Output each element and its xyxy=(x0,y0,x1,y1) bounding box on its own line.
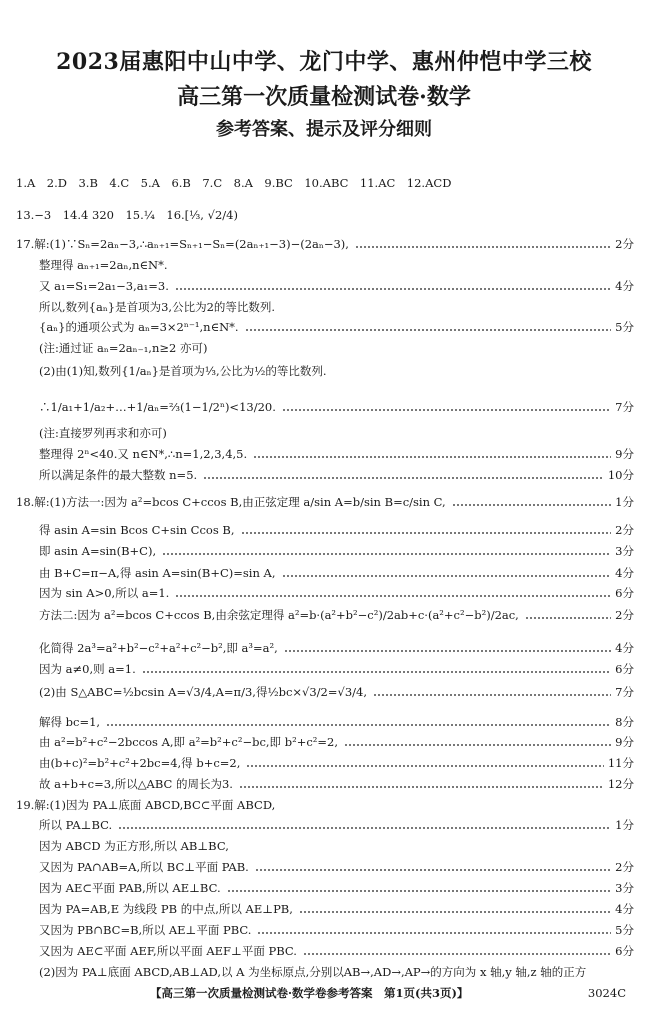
answer-line-text: 又因为 PA∩AB=A,所以 BC⊥平面 PAB. xyxy=(16,860,249,874)
answer-line xyxy=(0,795,648,815)
page-footer xyxy=(0,983,648,1003)
answer-line xyxy=(0,234,648,254)
dot-leader xyxy=(245,317,611,337)
score-label: 7分 xyxy=(615,400,634,414)
answer-line xyxy=(0,423,648,443)
answer-line-text: 18.解:(1)方法一:因为 a²=bcos C+ccos B,由正弦定理 a/sin A=b/sin B=c/sin C, xyxy=(16,495,446,509)
answer-line-text: 由 a²=b²+c²−2bccos A,即 a²=b²+c²−bc,即 b²+c²=2, xyxy=(16,735,338,749)
answer-line xyxy=(0,205,648,225)
score-label: 11分 xyxy=(607,756,634,770)
answer-line xyxy=(0,583,648,603)
dot-leader xyxy=(175,276,611,296)
footer-page-info: 【高三第一次质量检测试卷·数学卷参考答案 第1页(共3页)】 xyxy=(150,986,469,1000)
answer-line-text: 因为 a≠0,则 a=1. xyxy=(16,662,136,676)
answer-line-text: 因为 sin A>0,所以 a=1. xyxy=(16,586,170,600)
answer-line xyxy=(0,899,648,919)
answer-line xyxy=(0,173,648,193)
answer-line xyxy=(0,297,648,317)
answer-line xyxy=(0,712,648,732)
score-label: 4分 xyxy=(615,566,634,580)
score-label: 2分 xyxy=(615,860,634,874)
answer-line xyxy=(0,465,648,485)
answer-line-text: (2)由(1)知,数列{1/aₙ}是首项为⅓,公比为½的等比数列. xyxy=(16,364,327,378)
answer-line xyxy=(0,815,648,835)
answer-line-text: 所以 PA⊥BC. xyxy=(16,818,113,832)
dot-leader xyxy=(373,682,611,702)
score-label: 3分 xyxy=(615,881,634,895)
dot-leader xyxy=(239,774,604,794)
score-label: 6分 xyxy=(615,662,634,676)
header-title-exam: 高三第一次质量检测试卷·数学 xyxy=(177,84,471,110)
score-label: 4分 xyxy=(615,902,634,916)
score-label: 6分 xyxy=(615,944,634,958)
dot-leader xyxy=(106,712,611,732)
answer-line xyxy=(0,563,648,583)
answer-line xyxy=(0,638,648,658)
answer-line xyxy=(0,857,648,877)
dot-leader xyxy=(344,732,611,752)
footer-code: 3024C xyxy=(587,986,626,1000)
answer-line-text: 1.A 2.D 3.B 4.C 5.A 6.B 7.C 8.A 9.BC 10.ABC 11.AC 12.ACD xyxy=(16,176,452,190)
answer-line xyxy=(0,444,648,464)
answer-line xyxy=(0,836,648,856)
header-title-answers: 参考答案、提示及评分细则 xyxy=(216,119,432,140)
answer-line xyxy=(0,520,648,540)
answer-line-text: 故 a+b+c=3,所以△ABC 的周长为3. xyxy=(16,777,233,791)
dot-leader xyxy=(284,638,611,658)
score-label: 10分 xyxy=(607,468,634,482)
answer-line-text: 17.解:(1)∵Sₙ=2aₙ−3,∴aₙ₊₁=Sₙ₊₁−Sₙ=(2aₙ₊₁−3)−(2aₙ−3), xyxy=(16,237,349,251)
answer-line-text: 整理得 aₙ₊₁=2aₙ,n∈N*. xyxy=(16,258,168,272)
answer-line-text: 又因为 AE⊂平面 AEF,所以平面 AEF⊥平面 PBC. xyxy=(16,944,297,958)
score-label: 1分 xyxy=(615,495,634,509)
answer-line xyxy=(0,541,648,561)
answer-line xyxy=(0,941,648,961)
answer-line xyxy=(0,682,648,702)
answer-line-text: 由 B+C=π−A,得 asin A=sin(B+C)=sin A, xyxy=(16,566,276,580)
answer-line xyxy=(0,276,648,296)
answer-line xyxy=(0,361,648,381)
score-label: 2分 xyxy=(615,237,634,251)
answer-line xyxy=(0,397,648,417)
dot-leader xyxy=(142,659,611,679)
answer-line-text: (注:通过证 aₙ=2aₙ₋₁,n≥2 亦可) xyxy=(16,341,208,355)
answer-line xyxy=(0,878,648,898)
score-label: 12分 xyxy=(607,777,634,791)
answer-line-text: ∴1/a₁+1/a₂+…+1/aₙ=⅔(1−1/2ⁿ)<13/20. xyxy=(16,400,276,414)
answer-line-text: 因为 AE⊂平面 PAB,所以 AE⊥BC. xyxy=(16,881,221,895)
answer-line-text: 因为 ABCD 为正方形,所以 AB⊥BC, xyxy=(16,839,229,853)
dot-leader xyxy=(452,492,611,512)
score-label: 5分 xyxy=(615,923,634,937)
dot-leader xyxy=(299,899,611,919)
dot-leader xyxy=(241,520,611,540)
answer-line xyxy=(0,255,648,275)
dot-leader xyxy=(257,920,611,940)
dot-leader xyxy=(525,605,611,625)
score-label: 7分 xyxy=(615,685,634,699)
answer-line-text: (2)因为 PA⊥底面 ABCD,AB⊥AD,以 A 为坐标原点,分别以AB→,AD→,AP→的方向为 x 轴,y 轴,z 轴的正方 xyxy=(16,965,587,979)
dot-leader xyxy=(355,234,611,254)
dot-leader xyxy=(203,465,604,485)
answer-line-text: 由(b+c)²=b²+c²+2bc=4,得 b+c=2, xyxy=(16,756,241,770)
answer-line-text: 13.−3 14.4 320 15.¼ 16.[⅓, √2/4) xyxy=(16,208,238,222)
answer-line-text: (2)由 S△ABC=½bcsin A=√3/4,A=π/3,得½bc×√3/2=√3/4, xyxy=(16,685,367,699)
answer-line-text: 因为 PA=AB,E 为线段 PB 的中点,所以 AE⊥PB, xyxy=(16,902,293,916)
answer-line-text: 方法二:因为 a²=bcos C+ccos B,由余弦定理得 a²=b·(a²+b²−c²)/2ab+c·(a²+c²−b²)/2ac, xyxy=(16,608,519,622)
answer-line-text: 化简得 2a³=a²+b²−c²+a²+c²−b²,即 a³=a², xyxy=(16,641,278,655)
dot-leader xyxy=(282,563,611,583)
dot-leader xyxy=(162,541,611,561)
answer-line xyxy=(0,774,648,794)
answer-line-text: 又 a₁=S₁=2a₁−3,a₁=3. xyxy=(16,279,169,293)
score-label: 6分 xyxy=(615,586,634,600)
score-label: 4分 xyxy=(615,279,634,293)
answer-line xyxy=(0,659,648,679)
header-title-schools: 2023届惠阳中山中学、龙门中学、惠州仲恺中学三校 xyxy=(56,49,592,75)
dot-leader xyxy=(118,815,611,835)
answer-line-text: 所以,数列{aₙ}是首项为3,公比为2的等比数列. xyxy=(16,300,276,314)
score-label: 8分 xyxy=(615,715,634,729)
answer-line xyxy=(0,753,648,773)
dot-leader xyxy=(175,583,611,603)
answer-line-text: 整理得 2ⁿ<40.又 n∈N*,∴n=1,2,3,4,5. xyxy=(16,447,248,461)
score-label: 9分 xyxy=(615,735,634,749)
dot-leader xyxy=(282,397,611,417)
score-label: 2分 xyxy=(615,608,634,622)
answer-line-text: 19.解:(1)因为 PA⊥底面 ABCD,BC⊂平面 ABCD, xyxy=(16,798,276,812)
dot-leader xyxy=(253,444,611,464)
answer-line-text: 所以满足条件的最大整数 n=5. xyxy=(16,468,198,482)
answer-line xyxy=(0,920,648,940)
answer-line-text: (注:直接罗列再求和亦可) xyxy=(16,426,167,440)
score-label: 2分 xyxy=(615,523,634,537)
score-label: 5分 xyxy=(615,320,634,334)
score-label: 3分 xyxy=(615,544,634,558)
answer-line xyxy=(0,605,648,625)
answer-line xyxy=(0,338,648,358)
answer-line-text: 得 asin A=sin Bcos C+sin Ccos B, xyxy=(16,523,235,537)
dot-leader xyxy=(227,878,611,898)
answer-line-text: {aₙ}的通项公式为 aₙ=3×2ⁿ⁻¹,n∈N*. xyxy=(16,320,239,334)
dot-leader xyxy=(246,753,604,773)
score-label: 4分 xyxy=(615,641,634,655)
dot-leader xyxy=(255,857,611,877)
answer-line-text: 又因为 PB∩BC=B,所以 AE⊥平面 PBC. xyxy=(16,923,252,937)
answer-line-text: 即 asin A=sin(B+C), xyxy=(16,544,157,558)
answer-line xyxy=(0,492,648,512)
dot-leader xyxy=(303,941,611,961)
score-label: 1分 xyxy=(615,818,634,832)
score-label: 9分 xyxy=(615,447,634,461)
answer-line xyxy=(0,732,648,752)
answer-line-text: 解得 bc=1, xyxy=(16,715,101,729)
answer-line xyxy=(0,317,648,337)
answer-line xyxy=(0,962,648,982)
